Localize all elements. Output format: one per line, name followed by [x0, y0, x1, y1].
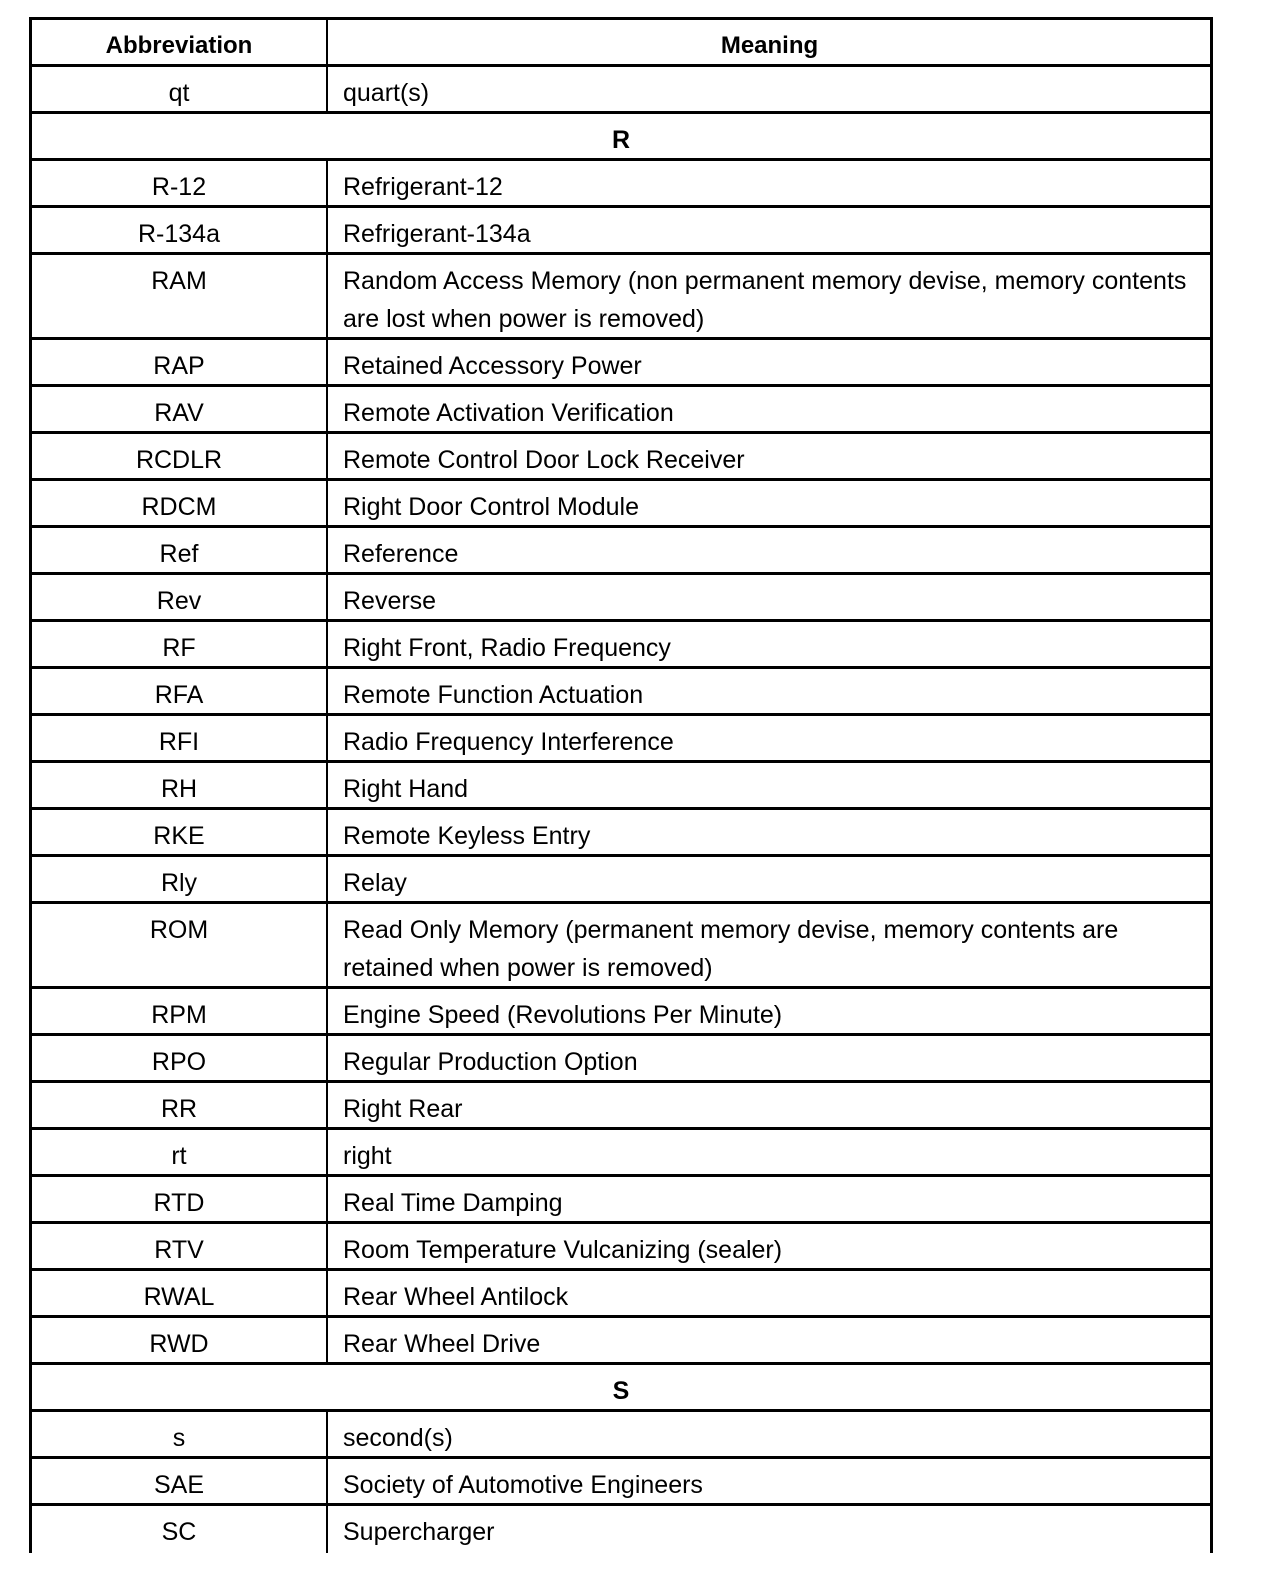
- abbreviation-cell: RF: [32, 622, 328, 666]
- meaning-cell: second(s): [343, 1424, 453, 1452]
- meaning-cell: Rear Wheel Antilock: [343, 1283, 569, 1311]
- table-row: [32, 67, 1210, 114]
- meaning-cell: Remote Function Actuation: [343, 681, 644, 709]
- abbreviation-cell: s: [32, 1412, 328, 1456]
- table-row: [32, 1412, 1210, 1459]
- header-meaning: Meaning: [720, 32, 819, 59]
- abbreviation-cell: RWD: [32, 1318, 328, 1362]
- table-row: [32, 857, 1210, 904]
- abbreviation-cell: qt: [32, 67, 328, 111]
- table-row: [32, 255, 1210, 340]
- table-row: [32, 1083, 1210, 1130]
- meaning-cell: Right Door Control Module: [343, 493, 639, 521]
- abbreviation-cell: Rev: [32, 575, 328, 619]
- abbreviation-cell: RPM: [32, 989, 328, 1033]
- table-row: [32, 1459, 1210, 1506]
- abbreviation-cell: RFA: [32, 669, 328, 713]
- table-row: [32, 575, 1210, 622]
- table-row: [32, 810, 1210, 857]
- table-header-row: [32, 20, 1210, 67]
- meaning-cell: Remote Activation Verification: [343, 399, 674, 427]
- section-letter: S: [612, 1377, 630, 1405]
- meaning-cell: Real Time Damping: [343, 1189, 563, 1217]
- abbreviation-cell: rt: [32, 1130, 328, 1174]
- abbreviation-cell: Rly: [32, 857, 328, 901]
- meaning-cell: Relay: [343, 869, 407, 897]
- abbreviation-cell: RTV: [32, 1224, 328, 1268]
- table-row: [32, 763, 1210, 810]
- table-row: [32, 528, 1210, 575]
- abbreviation-cell: RFI: [32, 716, 328, 760]
- header-abbreviation: Abbreviation: [32, 20, 328, 64]
- table-row: [32, 434, 1210, 481]
- abbreviations-table: [29, 17, 1213, 1553]
- table-row: [32, 1318, 1210, 1365]
- table-row: [32, 1177, 1210, 1224]
- meaning-cell: Random Access Memory (non permanent memory devise, memory contents are lost when power is removed): [343, 267, 1187, 333]
- abbreviation-cell: RH: [32, 763, 328, 807]
- abbreviation-cell: RAM: [32, 255, 328, 337]
- table-row: [32, 481, 1210, 528]
- abbreviation-cell: RTD: [32, 1177, 328, 1221]
- abbreviation-cell: RWAL: [32, 1271, 328, 1315]
- meaning-cell: Engine Speed (Revolutions Per Minute): [343, 1001, 783, 1029]
- abbreviation-cell: R-134a: [32, 208, 328, 252]
- table-row: [32, 1271, 1210, 1318]
- table-body: [32, 67, 1210, 1553]
- meaning-cell: Radio Frequency Interference: [343, 728, 674, 756]
- table-row: [32, 989, 1210, 1036]
- table-row: [32, 669, 1210, 716]
- meaning-cell: Right Rear: [343, 1095, 463, 1123]
- abbreviation-cell: Ref: [32, 528, 328, 572]
- meaning-cell: right: [343, 1142, 392, 1170]
- table-row: [32, 622, 1210, 669]
- meaning-cell: Retained Accessory Power: [343, 352, 642, 380]
- section-header-row: [32, 114, 1210, 161]
- abbreviation-cell: RCDLR: [32, 434, 328, 478]
- abbreviation-cell: ROM: [32, 904, 328, 986]
- meaning-cell: Reverse: [343, 587, 437, 615]
- abbreviation-cell: RDCM: [32, 481, 328, 525]
- meaning-cell: Right Hand: [343, 775, 469, 803]
- table-row: [32, 387, 1210, 434]
- abbreviation-cell: RPO: [32, 1036, 328, 1080]
- meaning-cell: Right Front, Radio Frequency: [343, 634, 671, 662]
- abbreviation-cell: SAE: [32, 1459, 328, 1503]
- table-row: [32, 1036, 1210, 1083]
- meaning-cell: Remote Keyless Entry: [343, 822, 591, 850]
- meaning-cell: Regular Production Option: [343, 1048, 638, 1076]
- table-row: [32, 340, 1210, 387]
- table-row: [32, 1130, 1210, 1177]
- meaning-cell: Refrigerant-134a: [343, 220, 531, 248]
- table-row: [32, 1506, 1210, 1553]
- abbreviation-cell: RKE: [32, 810, 328, 854]
- abbreviation-cell: R-12: [32, 161, 328, 205]
- meaning-cell: Reference: [343, 540, 459, 568]
- table-row: [32, 208, 1210, 255]
- table-row: [32, 904, 1210, 989]
- abbreviation-cell: RR: [32, 1083, 328, 1127]
- abbreviation-cell: SC: [32, 1506, 328, 1553]
- meaning-cell: Remote Control Door Lock Receiver: [343, 446, 745, 474]
- section-header-row: [32, 1365, 1210, 1412]
- meaning-cell: Room Temperature Vulcanizing (sealer): [343, 1236, 783, 1264]
- table-row: [32, 161, 1210, 208]
- meaning-cell: Refrigerant-12: [343, 173, 503, 201]
- meaning-cell: Supercharger: [343, 1518, 495, 1546]
- section-letter: R: [611, 126, 631, 154]
- meaning-cell: quart(s): [343, 79, 430, 107]
- meaning-cell: Society of Automotive Engineers: [343, 1471, 703, 1499]
- meaning-cell: Read Only Memory (permanent memory devise, memory contents are retained when power is removed): [343, 916, 1119, 982]
- table-row: [32, 1224, 1210, 1271]
- abbreviation-cell: RAP: [32, 340, 328, 384]
- meaning-cell: Rear Wheel Drive: [343, 1330, 541, 1358]
- table-row: [32, 716, 1210, 763]
- abbreviation-cell: RAV: [32, 387, 328, 431]
